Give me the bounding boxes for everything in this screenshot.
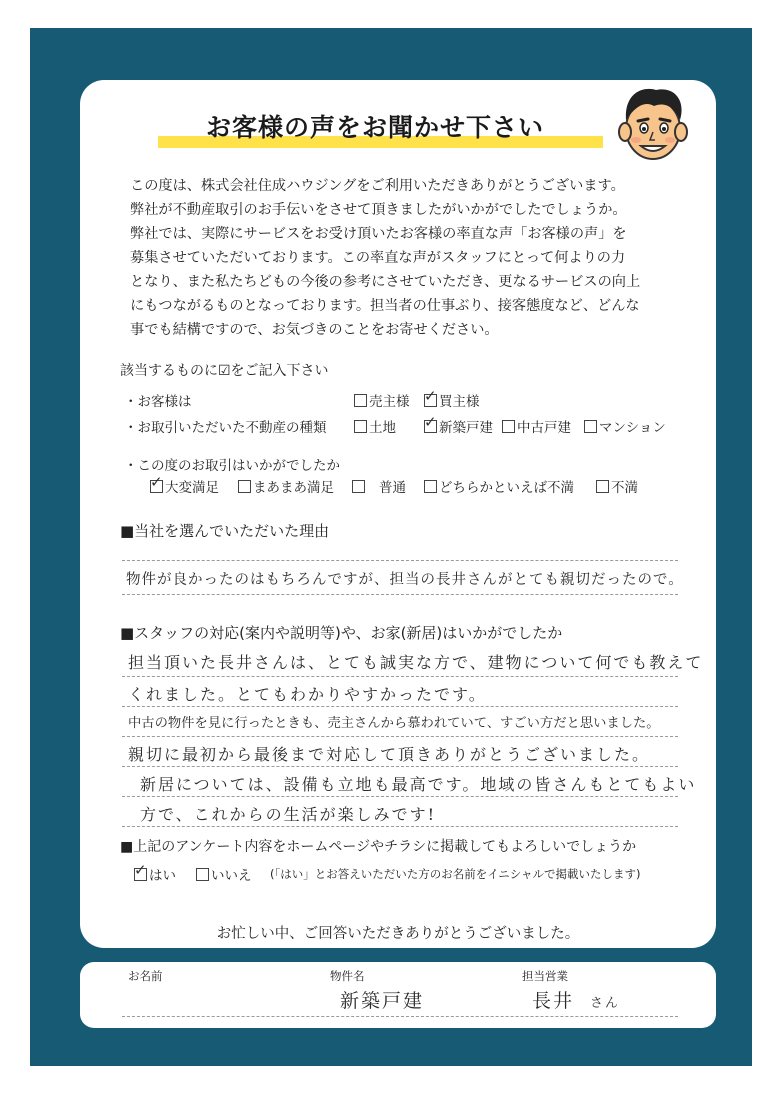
answer-line bbox=[122, 766, 678, 767]
publish-option-yes[interactable]: ✓はい bbox=[134, 864, 176, 884]
intro-line: この度は、株式会社住成ハウジングをご利用いただきありがとうございます。 bbox=[130, 178, 625, 194]
q3-option-somewhat-dissatisfied[interactable]: どちらかといえば不満 bbox=[424, 476, 574, 496]
q2-option-used-house[interactable]: 中古戸建 bbox=[502, 416, 571, 436]
answer-line bbox=[122, 706, 678, 707]
checked-checkbox-icon bbox=[424, 420, 437, 433]
agent-name: 長井 bbox=[532, 990, 575, 1012]
answer-line bbox=[122, 594, 678, 595]
checkbox-icon bbox=[238, 480, 251, 493]
answer-line bbox=[122, 560, 678, 561]
checked-checkbox-icon bbox=[150, 480, 163, 493]
staff-answer-line: 中古の物件を見に行ったときも、売主さんから慕われていて、すごい方だと思いました。 bbox=[128, 716, 660, 731]
section-reason-heading: ■当社を選んでいただいた理由 bbox=[120, 522, 330, 540]
instruction-text: 該当するものに☑をご記入下さい bbox=[120, 363, 329, 379]
intro-text bbox=[130, 174, 690, 342]
answer-line bbox=[122, 676, 678, 677]
q3-option-dissatisfied[interactable]: 不満 bbox=[596, 476, 638, 496]
q1-option-seller[interactable]: 売主様 bbox=[354, 390, 410, 410]
agent-suffix: さん bbox=[590, 996, 621, 1011]
closing-message: お忙しい中、ご回答いただきありがとうございました。 bbox=[216, 926, 580, 942]
staff-answer-line: 方で、これからの生活が楽しみです! bbox=[140, 805, 437, 824]
q3-option-normal[interactable]: 普通 bbox=[352, 476, 406, 496]
q2-option-new-house[interactable]: ✓ 新築戸建 bbox=[424, 416, 493, 436]
publish-note: (「はい」とお答えいただいた方のお名前をイニシャルで掲載いたします) bbox=[270, 867, 641, 881]
q3-label: ・この度のお取引はいかがでしたか bbox=[124, 458, 340, 474]
intro-line: 事でも結構ですので、お気づきのことをお寄せください。 bbox=[130, 322, 499, 338]
checkbox-icon bbox=[424, 480, 437, 493]
title-block bbox=[150, 106, 600, 150]
intro-line: にもつながるものとなっております。担当者の仕事ぶり、接客態度など、どんな bbox=[130, 298, 640, 314]
staff-answer-line: 担当頂いた長井さんは、とても誠実な方で、建物について何でも教えて bbox=[128, 653, 704, 672]
publish-option-no[interactable]: いいえ bbox=[196, 864, 252, 884]
q2-label: ・お取引いただいた不動産の種類 bbox=[124, 420, 327, 436]
staff-answer-line: 親切に最初から最後まで対応して頂きありがとうございました。 bbox=[128, 745, 651, 764]
answer-line bbox=[122, 826, 678, 827]
checkbox-icon bbox=[502, 420, 515, 433]
q2-option-land[interactable]: 土地 bbox=[354, 416, 396, 436]
intro-line: 弊社では、実際にサービスをお受け頂いたお客様の率直な声「お客様の声」を bbox=[130, 226, 627, 242]
checked-checkbox-icon bbox=[134, 868, 147, 881]
q1-label: ・お客様は bbox=[124, 394, 192, 410]
checked-checkbox-icon bbox=[424, 394, 437, 407]
intro-line: となり、また私たちどもの今後の参考にさせていただき、更なるサービスの向上 bbox=[130, 274, 641, 290]
name-label: お名前 bbox=[128, 969, 163, 983]
checkbox-icon bbox=[354, 420, 367, 433]
answer-line bbox=[122, 736, 678, 737]
property-label: 物件名 bbox=[330, 969, 365, 983]
agent-label: 担当営業 bbox=[522, 969, 568, 983]
checkbox-icon bbox=[584, 420, 597, 433]
q3-option-satisfied[interactable]: まあまあ満足 bbox=[238, 476, 334, 496]
reason-answer: 物件が良かったのはもちろんですが、担当の長井さんがとても親切だったので。 bbox=[126, 572, 684, 588]
checkbox-icon bbox=[352, 480, 365, 493]
page-title: お客様の声をお聞かせ下さい bbox=[205, 113, 544, 142]
staff-answer-line: 新居については、設備も立地も最高です。地域の皆さんもとてもよい bbox=[140, 775, 697, 794]
section-publish-heading: ■上記のアンケート内容をホームページやチラシに掲載してもよろしいでしょうか bbox=[120, 839, 637, 855]
checkbox-icon bbox=[354, 394, 367, 407]
checkbox-icon bbox=[596, 480, 609, 493]
intro-line: 募集させていただいております。この率直な声がスタッフにとって何よりの力 bbox=[130, 250, 626, 266]
intro-line: 弊社が不動産取引のお手伝いをさせて頂きましたがいかがでしたでしょうか。 bbox=[130, 202, 627, 218]
q2-option-mansion[interactable]: マンション bbox=[584, 416, 666, 436]
q3-option-very-satisfied[interactable]: ✓大変満足 bbox=[150, 476, 219, 496]
section-staff-heading: ■スタッフの対応(案内や説明等)や、お家(新居)はいかがでしたか bbox=[120, 624, 563, 642]
staff-face-icon bbox=[614, 84, 692, 164]
property-value: 新築戸建 bbox=[340, 990, 425, 1012]
staff-answer-line: くれました。とてもわかりやすかったです。 bbox=[128, 685, 487, 704]
answer-line bbox=[122, 796, 678, 797]
q1-option-buyer[interactable]: ✓ 買主様 bbox=[424, 390, 480, 410]
footer-line bbox=[122, 1016, 678, 1017]
checkbox-icon bbox=[196, 868, 209, 881]
